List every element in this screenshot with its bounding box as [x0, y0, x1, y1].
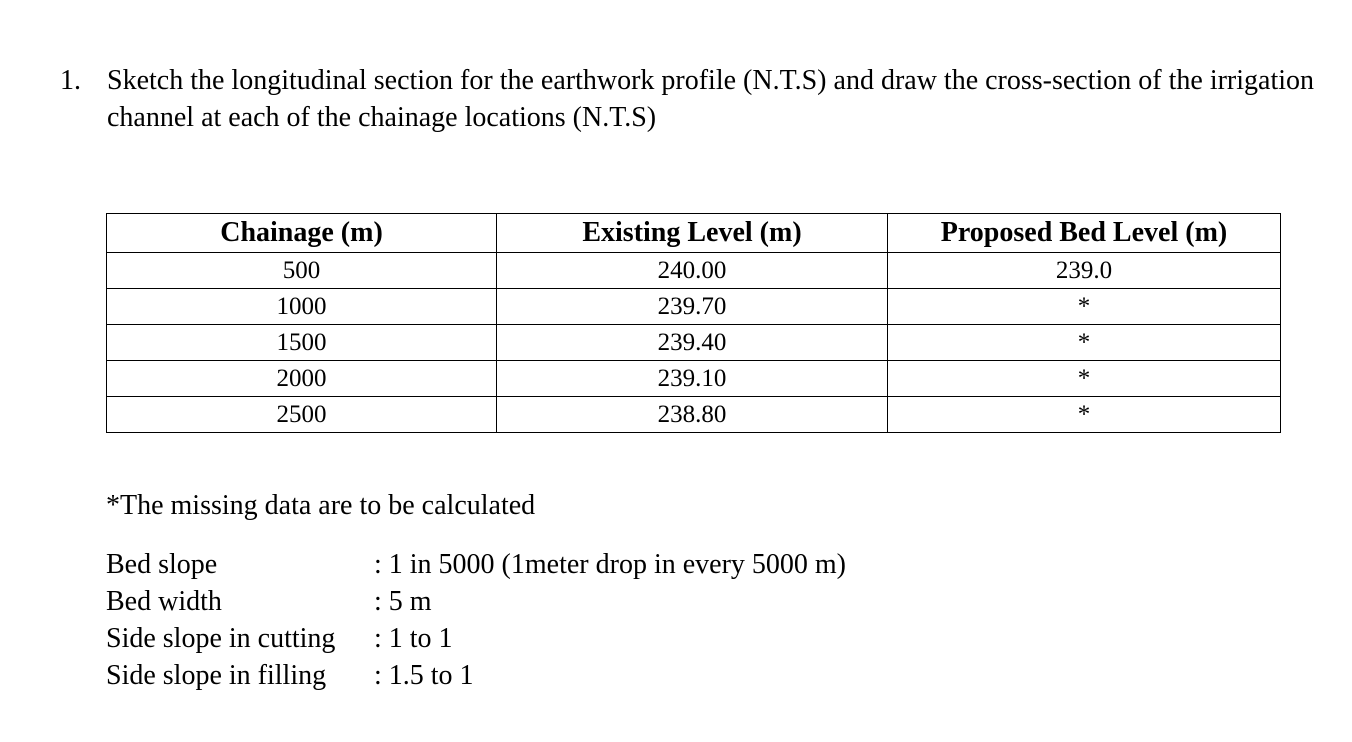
- cell-proposed-bed-level: *: [888, 325, 1281, 361]
- param-value: : 1.5 to 1: [374, 660, 474, 691]
- cell-proposed-bed-level: *: [888, 361, 1281, 397]
- data-table: [106, 213, 1281, 433]
- cell-chainage: 1500: [107, 325, 497, 361]
- table-row: [107, 325, 1281, 361]
- table-row: [107, 397, 1281, 433]
- table-row: [107, 361, 1281, 397]
- question-number: 1.: [60, 65, 81, 96]
- cell-existing-level: 239.10: [497, 361, 888, 397]
- missing-data-note: *The missing data are to be calculated: [106, 490, 536, 521]
- cell-proposed-bed-level: *: [888, 289, 1281, 325]
- table-row: [107, 289, 1281, 325]
- cell-proposed-bed-level: 239.0: [888, 253, 1281, 289]
- param-side-slope-filling: [106, 657, 846, 694]
- param-label: Side slope in filling: [106, 660, 327, 691]
- cell-existing-level: 239.40: [497, 325, 888, 361]
- header-existing-level: Existing Level (m): [497, 214, 888, 253]
- question-text: Sketch the longitudinal section for the earthwork profile (N.T.S) and draw the cross-section of the irrigation channel at each of the chainage locations (N.T.S): [107, 65, 1315, 133]
- param-value: : 1 in 5000 (1meter drop in every 5000 m): [374, 549, 847, 580]
- cell-existing-level: 239.70: [497, 289, 888, 325]
- param-value: : 1 to 1: [374, 623, 453, 654]
- param-value: : 5 m: [374, 586, 432, 617]
- param-label: Side slope in cutting: [106, 623, 336, 654]
- cell-proposed-bed-level: *: [888, 397, 1281, 433]
- cell-chainage: 1000: [107, 289, 497, 325]
- table-header-row: [107, 214, 1281, 253]
- cell-chainage: 2000: [107, 361, 497, 397]
- parameters-list: [106, 546, 846, 694]
- header-proposed-bed-level: Proposed Bed Level (m): [888, 214, 1281, 253]
- cell-existing-level: 238.80: [497, 397, 888, 433]
- table-row: [107, 253, 1281, 289]
- param-bed-slope: [106, 546, 846, 583]
- question: [60, 62, 1320, 136]
- param-bed-width: [106, 583, 846, 620]
- cell-chainage: 2500: [107, 397, 497, 433]
- param-label: Bed width: [106, 586, 222, 617]
- header-chainage: Chainage (m): [107, 214, 497, 253]
- cell-existing-level: 240.00: [497, 253, 888, 289]
- param-side-slope-cutting: [106, 620, 846, 657]
- param-label: Bed slope: [106, 549, 218, 580]
- cell-chainage: 500: [107, 253, 497, 289]
